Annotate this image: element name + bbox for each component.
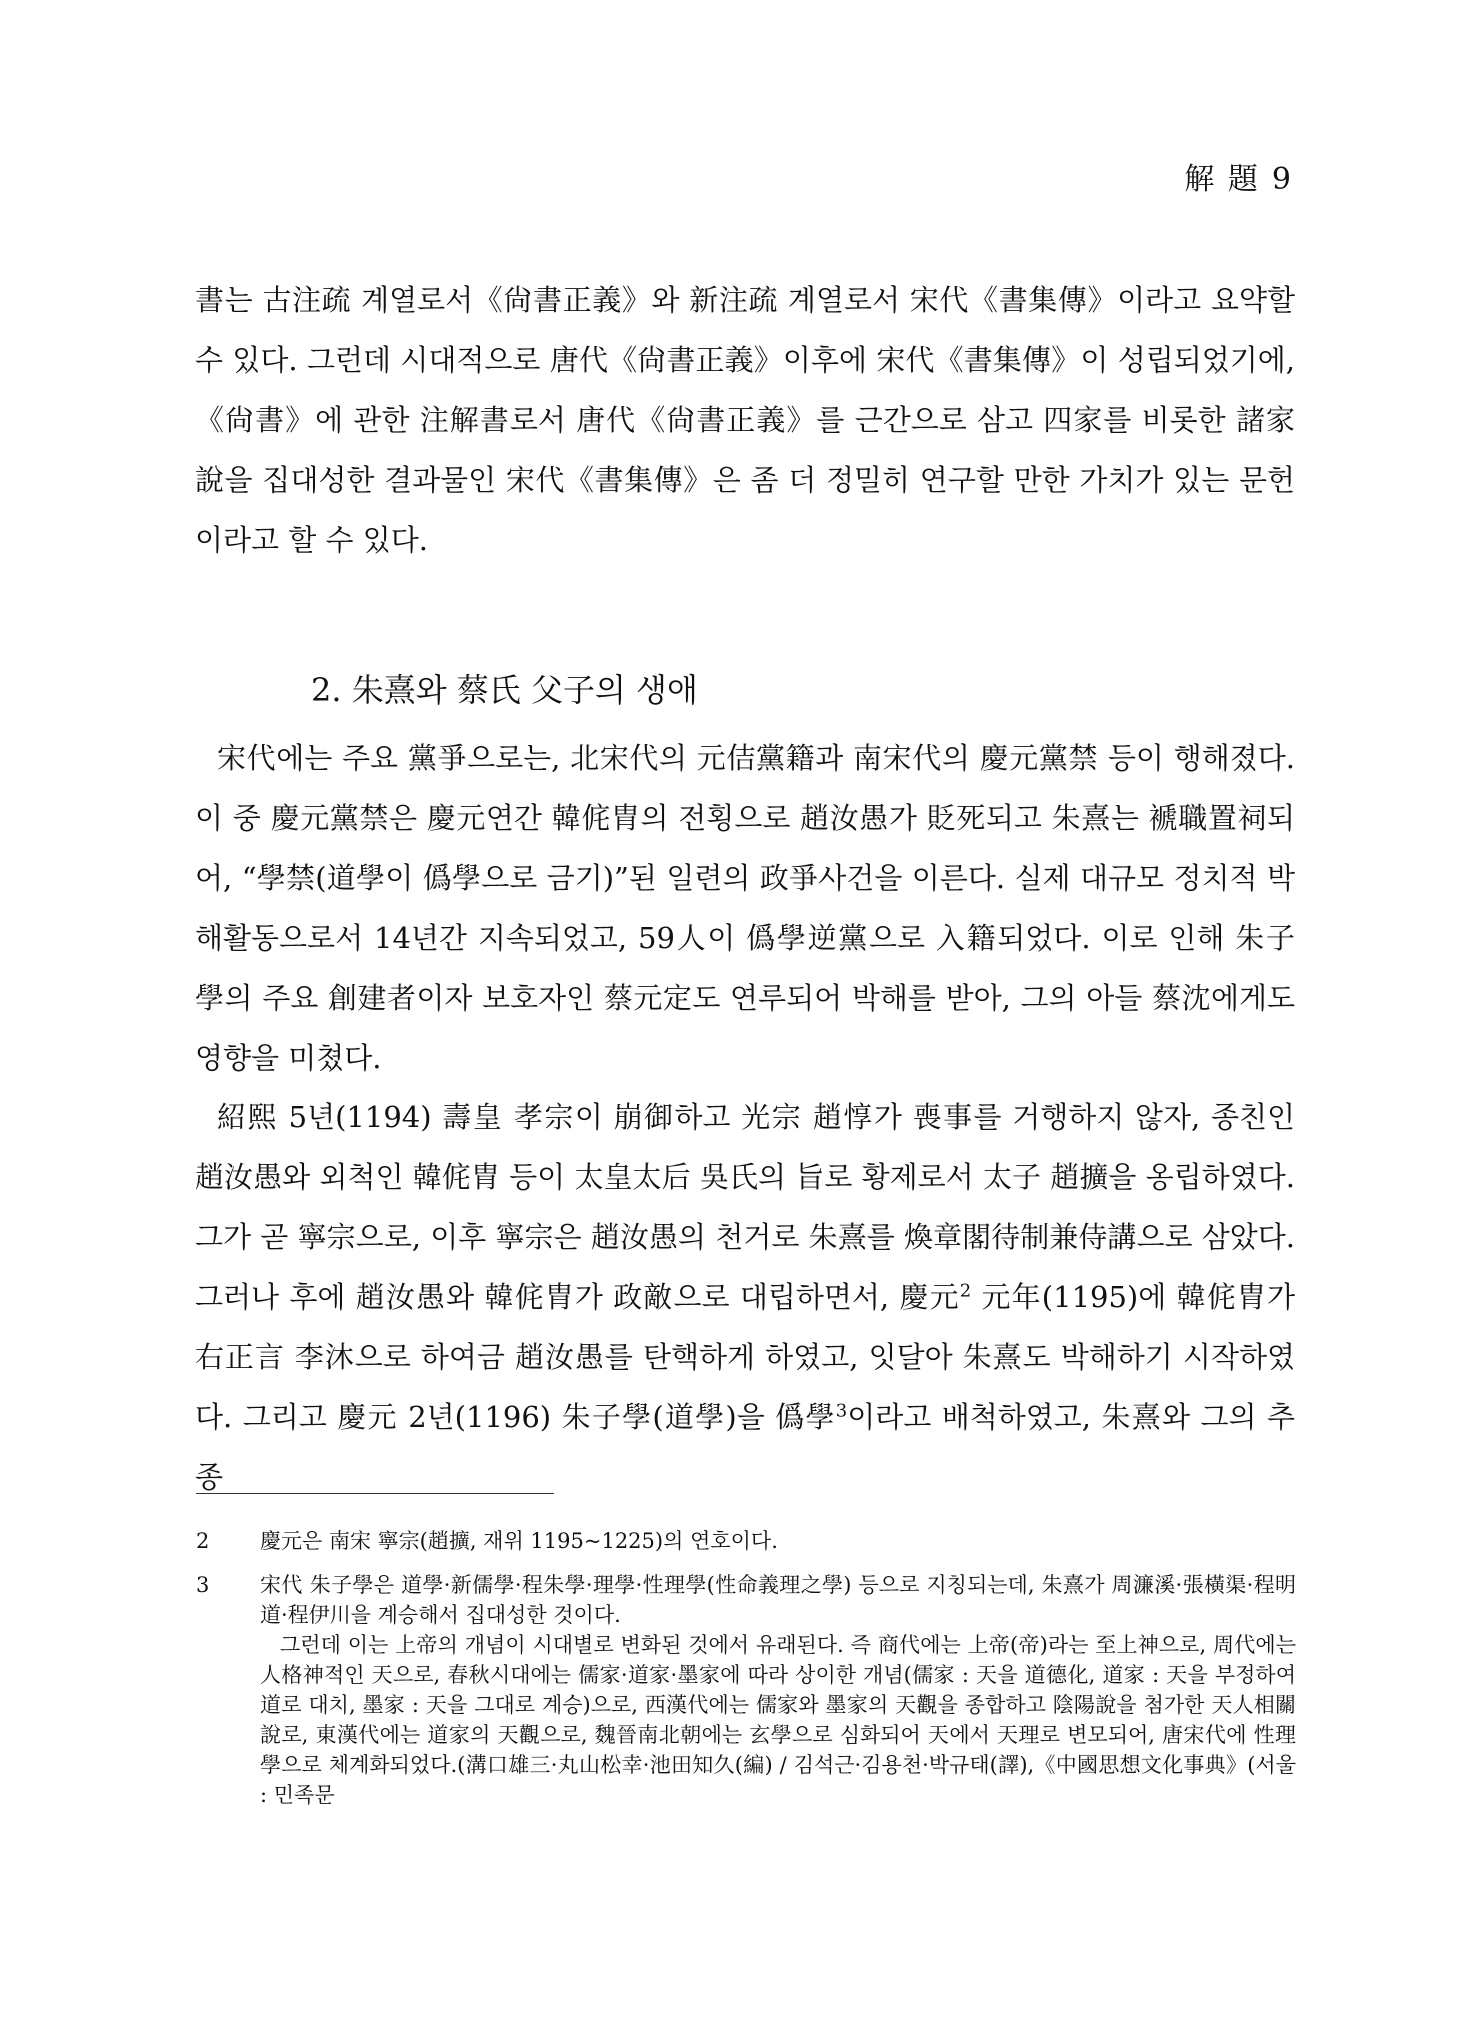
paragraph-intro-conclusion: 書는 古注疏 계열로서《尙書正義》와 新注疏 계열로서 宋代《書集傳》이라고 요약할 수 있다. 그런데 시대적으로 唐代《尙書正義》이후에 宋代《書集傳》이 성립되었기에,《尙書》에 관한 注解書로서 唐代《尙書正義》를 근간으로 삼고 四家를 비롯한 諸家說을 집대성한 결과물인 宋代《書集傳》은 좀 더 정밀히 연구할 만한 가치가 있는 문헌이라고 할 수 있다.	[195, 283, 1295, 557]
footnote-text: 慶元은 南宋 寧宗(趙擴, 재위 1195~1225)의 연호이다.	[260, 1529, 778, 1553]
footnote-continuation: 그런데 이는 上帝의 개념이 시대별로 변화된 것에서 유래된다. 즉 商代에는 上帝(帝)라는 至上神으로, 周代에는 人格神적인 天으로, 春秋시대에는 儒家·道家·墨家에 따라 상이한 개념(儒家 : 天을 道德化, 道家 : 天을 부정하여 道로 대치, 墨家 : 天을 그대로 계승)으로, 西漢代에는 儒家와 墨家의 天觀을 종합하고 陰陽說을 첨가한 天人相關說로, 東漢代에는 道家의 天觀으로, 魏晉南北朝에는 玄學으로 심화되어 天에서 天理로 변모되어, 唐宋代에 性理學으로 체계화되었다.(溝口雄三·丸山松幸·池田知久(編) / 김석근·김용천·박규태(譯),《中國思想文化事典》(서울 : 민족문	[260, 1633, 1296, 1807]
page-header	[1184, 154, 1293, 198]
footnote-number: 2	[196, 1529, 210, 1553]
footnote-ref-2[interactable]: 2	[959, 1280, 972, 1302]
paragraph-text-part: 元年(1195)에 韓侂胄가 右正言 李沐으로 하여금 趙汝愚를 탄핵하게 하였고, 잇달아 朱熹도 박해하기 시작하였다. 그리고 慶元 2년(1196) 朱子學(道學)을 僞學	[195, 1280, 1295, 1434]
paragraph-party-strife: 宋代에는 주요 黨爭으로는, 北宋代의 元佶黨籍과 南宋代의 慶元黨禁 등이 행해졌다. 이 중 慶元黨禁은 慶元연간 韓侂胄의 전횡으로 趙汝愚가 貶死되고 朱熹는 褫職置祠되어, “學禁(道學이 僞學으로 금기)”된 일련의 政爭사건을 이른다. 실제 대규모 정치적 박해활동으로서 14년간 지속되었고, 59人이 僞學逆黨으로 入籍되었다. 이로 인해 朱子學의 주요 創建者이자 보호자인 蔡元定도 연루되어 박해를 받아, 그의 아들 蔡沈에게도 영향을 미쳤다.	[195, 741, 1295, 1075]
footnote-ref-3[interactable]: 3	[835, 1400, 848, 1422]
paragraph-shaoxi-events	[195, 1087, 1295, 1507]
paragraph-text-part: 이라고 배척하였고, 朱熹와 그의 추종	[195, 1400, 1295, 1494]
paragraph-text-part: 紹熙 5년(1194) 壽皇 孝宗이 崩御하고 光宗 趙惇가 喪事를 거행하지 않자, 종친인 趙汝愚와 외척인 韓侂胄 등이 太皇太后 吳氏의 旨로 황제로서 太子 趙擴을 옹립하였다. 그가 곧 寧宗으로, 이후 寧宗은 趙汝愚의 천거로 朱熹를 煥章閣待制兼侍講으로 삼았다. 그러나 후에 趙汝愚와 韓侂胄가 政敵으로 대립하면서, 慶元	[195, 1100, 1295, 1314]
footnote-text: 宋代 朱子學은 道學·新儒學·程朱學·理學·性理學(性命義理之學) 등으로 지칭되는데, 朱熹가 周濂溪·張橫渠·程明道·程伊川을 계승해서 집대성한 것이다.	[260, 1573, 1296, 1627]
page-number: 9	[1271, 162, 1293, 197]
section-heading: 2. 朱熹와 蔡氏 父子의 생애	[311, 671, 698, 709]
footnote-number: 3	[196, 1573, 210, 1597]
footnote-divider	[196, 1493, 554, 1494]
footnote-2	[196, 1526, 1296, 1556]
running-title: 解 題	[1184, 162, 1260, 197]
footnote-3	[196, 1570, 1296, 1810]
